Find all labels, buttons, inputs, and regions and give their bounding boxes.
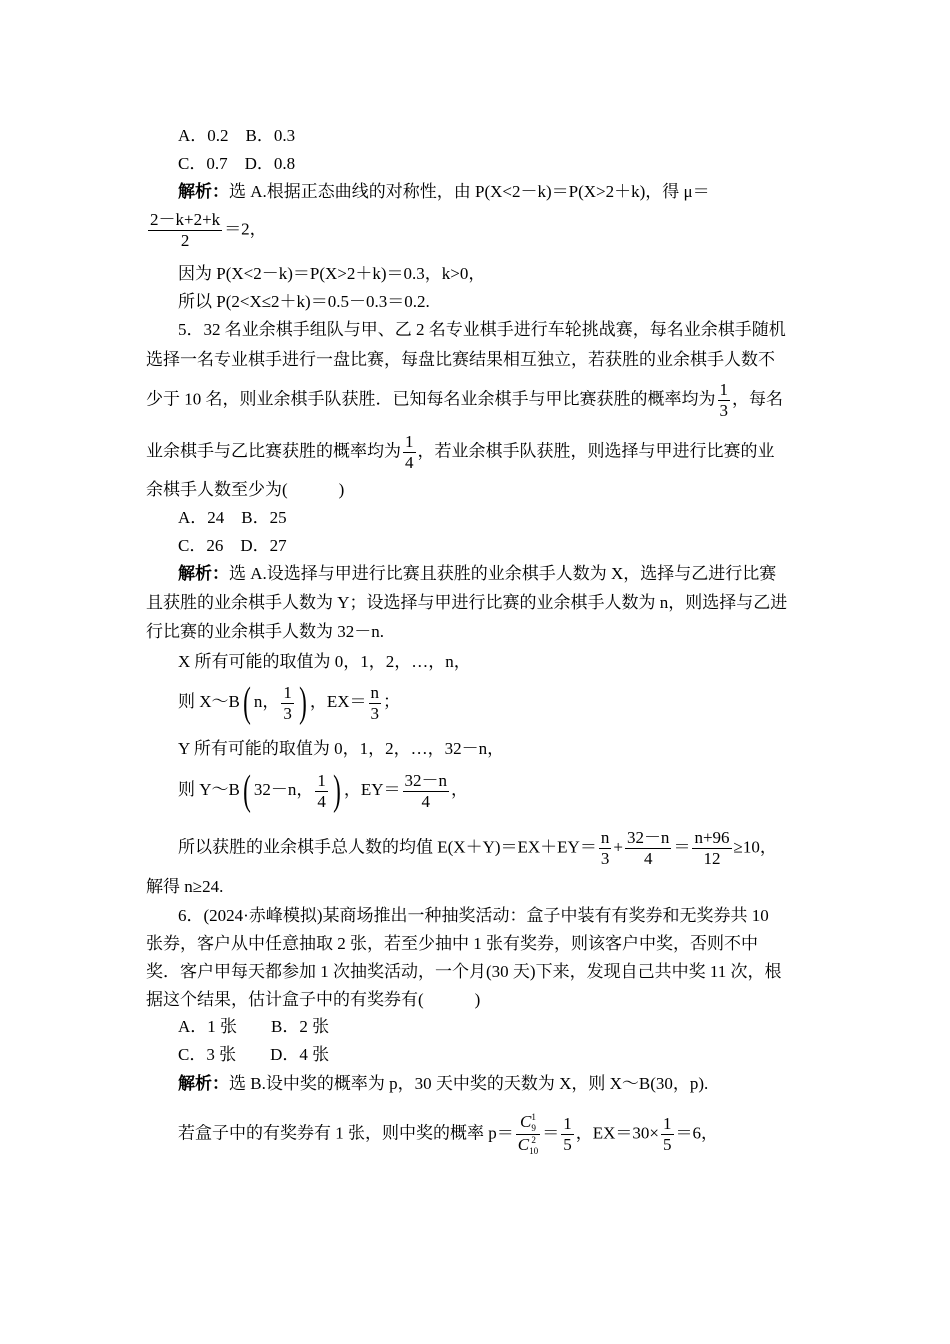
q5-solution-line6: Y 所有可能的取值为 0，1，2，…，32－n， [178,739,505,758]
q4-solution-text: 选 A.根据正态曲线的对称性，由 P(X<2－k)＝P(X>2＋k)，得 μ＝ [229,182,710,201]
q5-binomial-x: 则 X～B( n， $\frac{1}{3}$ ) ，EX＝ $\frac{n}{3}$ ； [178,680,401,726]
q5-solution-line1: 解析：选 A.设选择与甲进行比赛且获胜的业余棋手人数为 X，选择与乙进行比赛 [178,564,777,583]
q5-expectation-sum: 所以获胜的业余棋手总人数的均值 E(X＋Y)＝EX＋EY＝ $\frac{n}{3}$ + $\frac{32-n}{4}$ ＝ $\frac{n+96}{12}$ ≥10， [178,828,777,868]
q6-solution-line1: 解析：选 B.设中奖的概率为 p，30 天中奖的天数为 X，则 X～B(30，p). [178,1074,709,1093]
q4-solution-line2 [146,210,267,251]
q5-prob-jia-fraction: $\frac{1}{3}$ [719,380,728,420]
q5-options-cd: C．26 D．27 [178,536,287,555]
q4-solution-line3: 因为 P(X<2－k)＝P(X>2＋k)＝0.3，k>0， [178,264,486,283]
q5-prob-yi-fraction: $\frac{1}{4}$ [405,432,414,472]
q6-solution-line2: 若盒子中的有奖券有 1 张，则中奖的概率 p＝ C 1 9 C 2 10 ＝ $\frac{1}{5}$ ，EX＝30× $\frac{1}{5}$ ＝6， [178,1112,718,1157]
q6-options-ab: A．1 张 B．2 张 [178,1017,330,1036]
q4-mu-fraction: $\frac{2-k+2+k}{2}$ [150,210,221,250]
q6-stem-line1: 6．(2024·赤峰模拟)某商场推出一种抽奖活动：盒子中装有有奖券和无奖券共 10 [178,906,769,925]
q5-stem-line3: 少于 10 名，则业余棋手队获胜．已知每名业余棋手与甲比赛获胜的概率均为 $\frac{1}{3}$ ，每名 [146,380,783,420]
q5-options-ab: A．24 B．25 [178,508,287,527]
q6-combination-fraction: C 1 9 C 2 10 [517,1112,539,1157]
q6-stem-line2: 张券，客户从中任意抽取 2 张，若至少抽中 1 张有奖券，则该客户中奖，否则不中 [146,934,758,953]
q5-solution-last: 解得 n≥24. [146,877,224,896]
q5-stem-line2: 选择一名专业棋手进行一盘比赛，每盘比赛结果相互独立，若获胜的业余棋手人数不 [146,350,775,369]
q4-solution-tail: ＝2， [224,219,267,239]
q6-options-cd: C．3 张 D．4 张 [178,1045,330,1064]
q4-options-ab: A．0.2 B．0.3 [178,126,296,145]
q5-binomial-y: 则 Y～B( 32－n， $\frac{1}{4}$ ) ，EY＝ $\frac{32-n}{4}$ ， [178,768,469,814]
q4-solution-line1 [178,180,710,204]
q5-stem-line1: 5．32 名业余棋手组队与甲、乙 2 名专业棋手进行车轮挑战赛，每名业余棋手随机 [178,320,786,339]
solution-label: 解析： [178,182,229,201]
q5-stem-line5: 余棋手人数至少为( ) [146,480,345,499]
q6-stem-line4: 据这个结果，估计盒子中的有奖券有( ) [146,990,481,1009]
q4-solution-line4: 所以 P(2<X≤2＋k)＝0.5－0.3＝0.2. [178,292,430,311]
q5-solution-line4: X 所有可能的取值为 0，1，2，…，n， [178,652,471,671]
solution-label: 解析： [178,564,229,583]
q6-stem-line3: 奖．客户甲每天都参加 1 次抽奖活动，一个月(30 天)下来，发现自己共中奖 11 次，根 [146,962,782,981]
solution-label: 解析： [178,1074,229,1093]
q5-stem-line4: 业余棋手与乙比赛获胜的概率均为 $\frac{1}{4}$ ，若业余棋手队获胜，则选择与甲进行比赛的业 [146,432,775,472]
q5-solution-line3: 行比赛的业余棋手人数为 32－n. [146,622,384,641]
q4-options-cd: C．0.7 D．0.8 [178,154,296,173]
q5-solution-line2: 且获胜的业余棋手人数为 Y；设选择与甲进行比赛的业余棋手人数为 n，则选择与乙进 [146,593,788,612]
